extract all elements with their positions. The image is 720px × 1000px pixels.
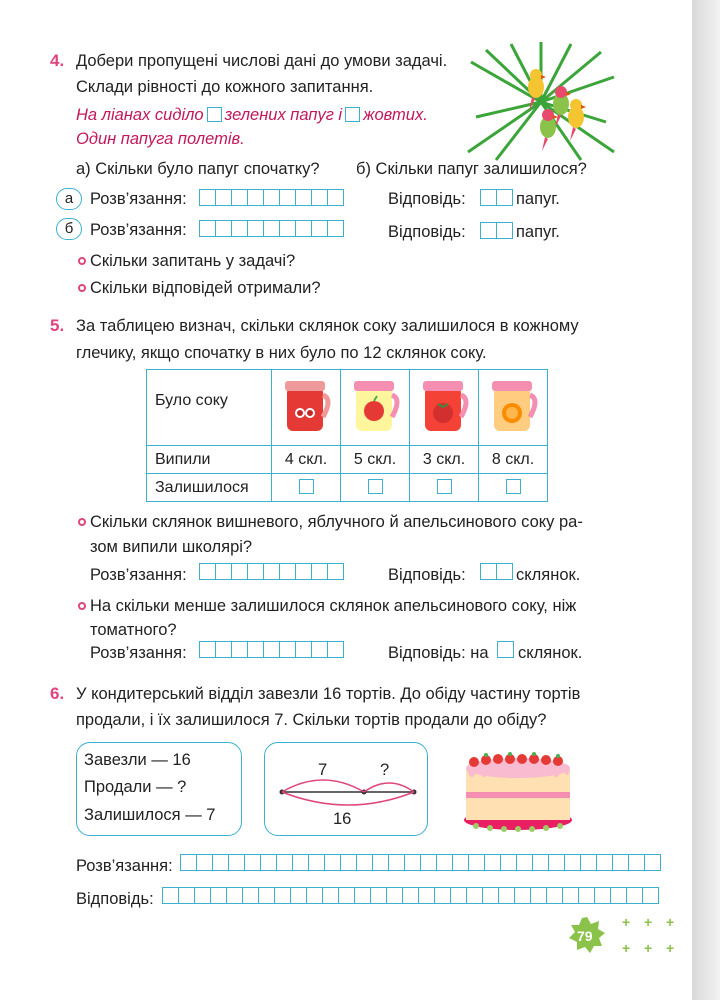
table-row (147, 446, 548, 474)
row-label-drank: Випили (147, 446, 272, 474)
star-icon: + (644, 940, 653, 956)
star-icon: + (666, 940, 675, 956)
task5-q1-answer-label: Відповідь: (388, 566, 466, 584)
task5-number: 5. (50, 316, 65, 335)
task4-answer-label-b: Відповідь: (388, 223, 466, 241)
task4-condition-line2: Один папуга полетів. (76, 130, 245, 148)
jug-cell-orange (479, 370, 548, 446)
task5-q1-line1: Скільки склянок вишневого, яблучного й апельсинового соку ра- (90, 513, 583, 531)
tomato-jug-icon (417, 373, 471, 437)
task5-q1-answer-cells[interactable] (480, 563, 512, 580)
task4-answer-cells-a[interactable] (480, 189, 512, 206)
apple-jug-icon (348, 373, 402, 437)
short-note-delivered: Завезли — 16 (84, 751, 191, 769)
row-label-left: Залишилося (147, 474, 272, 502)
task6-answer-cells[interactable] (162, 887, 658, 904)
green-count-box[interactable] (207, 107, 222, 122)
task5-q2-solution-label: Розв’язання: (90, 644, 187, 662)
task5-line2: глечику, якщо спочатку в них було по 12 склянок соку. (76, 344, 487, 362)
task6-line1: У кондитерський відділ завезли 16 тортів. До обіду частину тортів (76, 685, 581, 703)
parrots-palm-illustration (466, 42, 616, 162)
bullet-dot (78, 284, 86, 292)
diagram-label-total: 16 (333, 810, 352, 828)
star-icon: + (666, 914, 675, 930)
label-a-circle: а (56, 188, 82, 210)
drank-apple: 5 скл. (341, 446, 410, 474)
parrot-3 (568, 99, 586, 141)
short-note-sold: Продали — ? (84, 778, 187, 796)
task5-q1-solution-label: Розв’язання: (90, 566, 187, 584)
row-label-was: Було соку (147, 370, 272, 446)
task5-q2-answer-label: Відповідь: на (388, 644, 489, 662)
bullet-dot (78, 602, 86, 610)
task5-q2-solution-cells[interactable] (199, 641, 343, 658)
table-row (147, 370, 548, 446)
cond-part2: зелених папуг і (224, 106, 343, 124)
drank-cherry: 4 скл. (272, 446, 341, 474)
task5-q1-unit: склянок. (516, 566, 581, 584)
task4-bullet1: Скільки запитань у задачі? (90, 252, 296, 270)
left-arc (282, 780, 364, 792)
table-row (147, 474, 548, 502)
page-edge-shadow (692, 0, 720, 1000)
task4-solution-cells-b[interactable] (199, 220, 343, 237)
cond-part3: жовтих. (363, 106, 428, 124)
juice-table (146, 369, 548, 502)
task5-q2-unit: склянок. (518, 644, 583, 662)
task4-solution-cells-a[interactable] (199, 189, 343, 206)
task6-solution-label: Розв’язання: (76, 857, 173, 875)
task5-q1-line2: зом випили школярі? (90, 538, 253, 556)
task4-condition-line1 (76, 105, 428, 125)
left-tomato-cell[interactable] (410, 474, 479, 502)
diagram-label-right: ? (380, 761, 390, 779)
page-number: 79 (577, 928, 593, 944)
palm-leaves (468, 42, 614, 160)
label-b-circle: б (56, 218, 82, 240)
jug-cell-tomato (410, 370, 479, 446)
short-note-left: Залишилося — 7 (84, 806, 216, 824)
task6-number: 6. (50, 684, 65, 703)
left-cherry-cell[interactable] (272, 474, 341, 502)
left-apple-cell[interactable] (341, 474, 410, 502)
task4-answer-unit-b: папуг. (516, 223, 560, 241)
task5-q2-line1: На скільки менше залишилося склянок апельсинового соку, ніж (90, 597, 577, 615)
drank-tomato: 3 скл. (410, 446, 479, 474)
drank-orange: 8 скл. (479, 446, 548, 474)
task5-line1: За таблицею визнач, скільки склянок соку залишилося в кожному (76, 317, 579, 335)
task4-bullet2: Скільки відповідей отримали? (90, 279, 321, 297)
task4-number: 4. (50, 51, 65, 70)
yellow-count-box[interactable] (345, 107, 360, 122)
task4-question-b: б) Скільки папуг залишилося? (356, 160, 587, 178)
star-icon: + (644, 914, 653, 930)
task4-answer-label-a: Відповідь: (388, 190, 466, 208)
cherry-jug-icon (279, 373, 333, 437)
diagram-label-left: 7 (318, 761, 328, 779)
task4-solution-label-a: Розв’язання: (90, 190, 187, 208)
task4-line1: Добери пропущені числові дані до умови задачі. (76, 52, 448, 70)
task6-answer-label: Відповідь: (76, 890, 154, 908)
star-icon: + (622, 940, 631, 956)
task6-solution-cells[interactable] (180, 854, 660, 871)
jug-cell-cherry (272, 370, 341, 446)
bottom-arc (282, 792, 414, 805)
star-icon: + (622, 914, 631, 930)
cond-part1: На ліанах сиділо (76, 106, 204, 124)
task4-line2: Склади рівності до кожного запитання. (76, 78, 374, 96)
bullet-dot (78, 257, 86, 265)
orange-jug-icon (486, 373, 540, 437)
task5-q2-answer-cells[interactable] (497, 641, 513, 658)
parrot-4 (540, 109, 558, 151)
task4-question-a: а) Скільки було папуг спочатку? (76, 160, 320, 178)
task4-answer-cells-b[interactable] (480, 222, 512, 239)
right-arc (364, 783, 414, 792)
jug-cell-apple (341, 370, 410, 446)
task4-solution-label-b: Розв’язання: (90, 221, 187, 239)
task4-answer-unit-a: папуг. (516, 190, 560, 208)
task5-q1-solution-cells[interactable] (199, 563, 343, 580)
left-orange-cell[interactable] (479, 474, 548, 502)
bullet-dot (78, 518, 86, 526)
task5-q2-line2: томатного? (90, 621, 177, 639)
cake-illustration (460, 748, 576, 834)
task6-line2: продали, і їх залишилося 7. Скільки тортів продали до обіду? (76, 711, 547, 729)
